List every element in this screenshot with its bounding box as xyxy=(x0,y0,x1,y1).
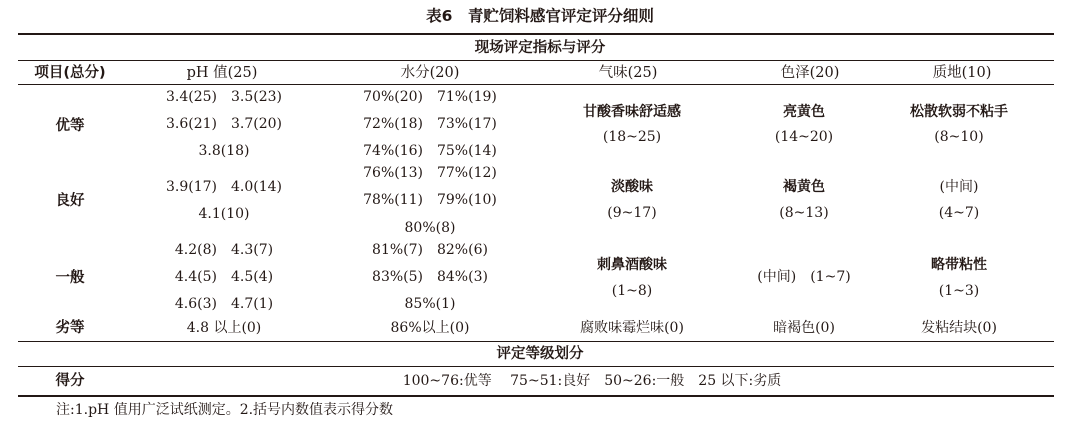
texture-desc: 发粘结块(0) xyxy=(921,320,997,336)
section-title-indicators: 现场评定指标与评分 xyxy=(474,40,606,56)
section-rule xyxy=(18,60,1054,61)
color-desc: 暗褐色(0) xyxy=(773,320,835,336)
water-cell: 86%以上(0) xyxy=(390,320,470,336)
grade-label-good: 良好 xyxy=(55,193,85,209)
smell-desc: 淡酸味 xyxy=(611,179,653,195)
top-rule xyxy=(18,33,1054,35)
bottom-rule xyxy=(18,395,1054,397)
smell-desc: 腐败味霉烂味(0) xyxy=(580,320,684,336)
section-title-grading: 评定等级划分 xyxy=(496,346,584,362)
water-cell: 70%(20) 71%(19) xyxy=(363,89,497,105)
ph-cell: 4.4(5) 4.5(4) xyxy=(174,269,274,285)
color-score: (8~13) xyxy=(779,205,829,221)
table-note: 注:1.pH 值用广泛试纸测定。2.括号内数值表示得分数 xyxy=(56,402,394,418)
grade-label-excellent: 优等 xyxy=(55,118,85,134)
smell-score: (1~8) xyxy=(611,283,653,299)
color-desc: (中间) (1~7) xyxy=(757,269,851,285)
water-cell: 76%(13) 77%(12) xyxy=(363,165,497,181)
ph-cell: 3.8(18) xyxy=(198,143,250,159)
score-label: 得分 xyxy=(55,373,85,389)
ph-cell: 3.6(21) 3.7(20) xyxy=(165,116,283,132)
water-cell: 78%(11) 79%(10) xyxy=(363,192,497,208)
water-cell: 83%(5) 84%(3) xyxy=(372,269,488,285)
grade-label-fair: 一般 xyxy=(55,270,85,286)
ph-cell: 3.4(25) 3.5(23) xyxy=(165,89,283,105)
water-cell: 81%(7) 82%(6) xyxy=(372,242,488,258)
smell-desc: 刺鼻酒酸味 xyxy=(597,257,667,273)
texture-score: (4~7) xyxy=(938,205,980,221)
color-desc: 亮黄色 xyxy=(783,104,825,120)
ph-cell: 4.2(8) 4.3(7) xyxy=(174,242,274,258)
header-water: 水分(20) xyxy=(400,65,460,81)
water-cell: 72%(18) 73%(17) xyxy=(363,116,497,132)
body-bottom-rule xyxy=(18,341,1054,342)
header-item: 项目(总分) xyxy=(34,65,106,81)
header-color: 色泽(20) xyxy=(780,65,840,81)
water-cell: 74%(16) 75%(14) xyxy=(363,143,497,159)
water-cell: 85%(1) xyxy=(404,296,456,312)
texture-desc: 松散软弱不粘手 xyxy=(910,104,1008,120)
smell-desc: 甘酸香味舒适感 xyxy=(583,104,681,120)
color-desc: 褐黄色 xyxy=(783,179,825,195)
color-score: (14~20) xyxy=(774,129,834,145)
section2-rule xyxy=(18,366,1054,367)
smell-score: (18~25) xyxy=(602,129,662,145)
score-ranges: 100~76:优等 75~51:良好 50~26:一般 25 以下:劣质 xyxy=(402,373,782,389)
smell-score: (9~17) xyxy=(607,205,657,221)
texture-score: (8~10) xyxy=(934,129,984,145)
header-rule xyxy=(18,84,1054,85)
ph-cell: 4.6(3) 4.7(1) xyxy=(174,296,274,312)
header-ph: pH 值(25) xyxy=(186,65,258,81)
grade-label-poor: 劣等 xyxy=(55,320,85,336)
water-cell: 80%(8) xyxy=(404,220,456,236)
texture-desc: (中间) xyxy=(939,179,979,195)
texture-score: (1~3) xyxy=(938,283,980,299)
ph-cell: 4.8 以上(0) xyxy=(186,320,262,336)
header-texture: 质地(10) xyxy=(932,65,992,81)
ph-cell: 3.9(17) 4.0(14) xyxy=(165,179,283,195)
texture-desc: 略带粘性 xyxy=(931,257,987,273)
ph-cell: 4.1(10) xyxy=(198,206,250,222)
header-smell: 气味(25) xyxy=(598,65,658,81)
table-title: 表6 青贮饲料感官评定评分细则 xyxy=(426,7,654,25)
